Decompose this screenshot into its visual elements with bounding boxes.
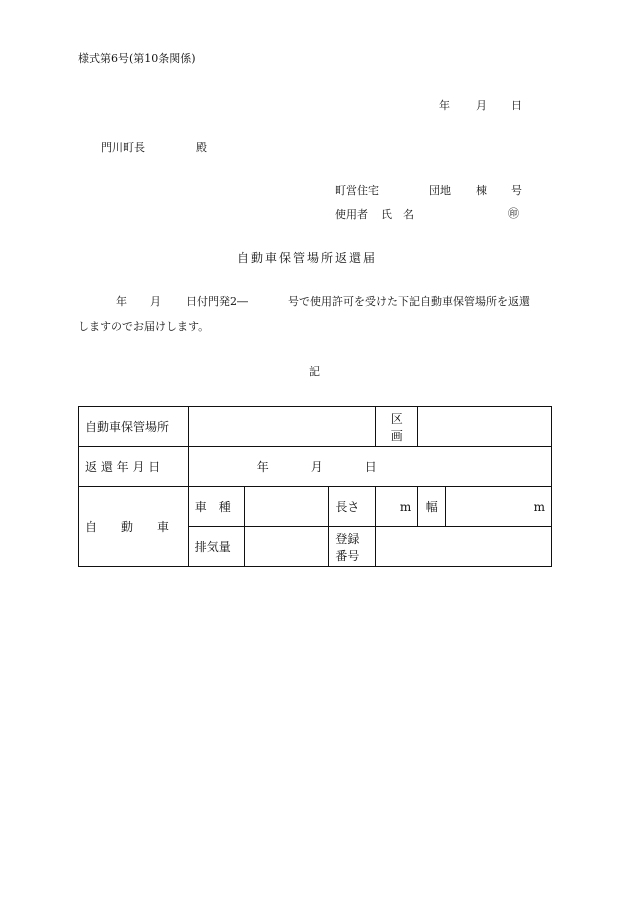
parking-return-table [78,406,552,567]
addressee-honorific: 殿 [196,141,207,154]
body-month: 月 [150,295,161,308]
width-value[interactable] [446,487,552,527]
return-year: 年 [256,460,269,474]
user-label: 使用者 [335,208,368,221]
table-row [79,487,552,527]
width-unit: m [533,499,545,514]
width-label: 幅 [418,487,446,527]
table-row [79,447,552,487]
return-month: 月 [310,460,323,474]
form-number: 様式第6号(第10条関係) [78,52,196,65]
return-date-value[interactable] [188,447,551,487]
parking-place-label: 自動車保管場所 [79,407,189,447]
date-year: 年 [439,99,450,112]
date-month: 月 [476,99,487,112]
document-title: 自動車保管場所返還届 [237,251,378,265]
table-row [79,407,552,447]
car-type-label: 車 種 [188,487,244,527]
vehicle-label: 自 動 車 [79,487,189,567]
body-year: 年 [116,295,127,308]
section-value[interactable] [418,407,552,447]
body-line2: しますのでお届けします。 [78,320,210,333]
name-label: 氏 名 [381,208,414,221]
ki-label: 記 [309,365,320,378]
length-unit: m [399,499,412,514]
body-line1-tail: 号で使用許可を受けた下記自動車保管場所を返還 [288,295,530,308]
displacement-value[interactable] [244,527,329,567]
registration-value[interactable] [376,527,552,567]
danchi-label: 団地 [429,184,451,197]
car-type-value[interactable] [244,487,329,527]
housing-label: 町営住宅 [335,184,379,197]
body-date-ref: 日付門発2― [186,295,248,308]
displacement-label: 排気量 [188,527,244,567]
addressee-name: 門川町長 [101,141,145,154]
date-day: 日 [511,99,522,112]
return-date-label: 返 還 年 月 日 [79,447,189,487]
building-label: 棟 [476,184,487,197]
section-label: 区 画 [376,407,418,447]
return-day: 日 [364,460,377,474]
number-label: 号 [511,184,522,197]
parking-place-value[interactable] [188,407,376,447]
length-value[interactable] [376,487,418,527]
registration-label: 登録番号 [329,527,376,567]
seal-mark: ㊞ [508,207,519,220]
length-label: 長さ [329,487,376,527]
